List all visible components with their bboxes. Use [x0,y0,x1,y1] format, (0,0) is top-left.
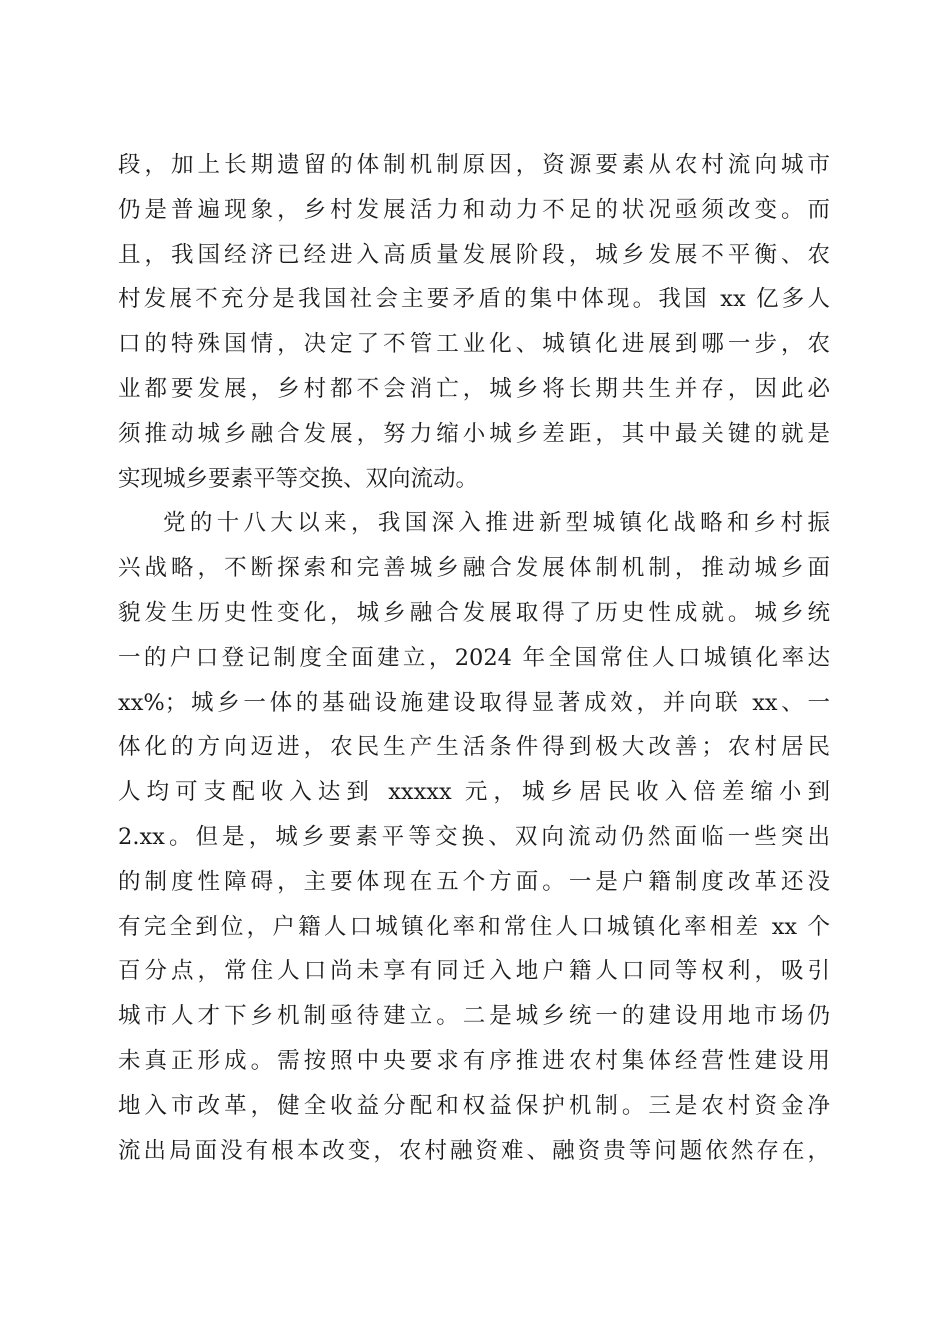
text-line: 段，加上长期遗留的体制机制原因，资源要素从农村流向城市 [118,152,830,178]
text-line: 一的户口登记制度全面建立，2024 年全国常住人口城镇化率达 [118,644,830,671]
document-body [118,143,830,1173]
text-line: 须推动城乡融合发展，努力缩小城乡差距，其中最关键的就是 [118,420,830,447]
text-line: 有完全到位，户籍人口城镇化率和常住人口城镇化率相差 xx 个 [118,913,830,940]
text-line: 未真正形成。需按照中央要求有序推进农村集体经营性建设用 [118,1047,830,1074]
text-line: 口的特殊国情，决定了不管工业化、城镇化进展到哪一步，农 [118,331,830,358]
text-line: xx%；城乡一体的基础设施建设取得显著成效，并向联 xx、一 [118,689,830,716]
text-line: 貌发生历史性变化，城乡融合发展取得了历史性成就。城乡统 [118,599,830,626]
text-line: 人均可支配收入达到 xxxxx 元，城乡居民收入倍差缩小到 [118,779,830,806]
text-line: 仍是普遍现象，乡村发展活力和动力不足的状况亟须改变。而 [118,196,830,223]
text-line: 地入市改革，健全收益分配和权益保护机制。三是农村资金净 [118,1092,830,1119]
text-line: 百分点，常住人口尚未享有同迁入地户籍人口同等权利，吸引 [118,958,830,985]
text-line: 实现城乡要素平等交换、双向流动。 [118,465,479,492]
text-line: 体化的方向迈进，农民生产生活条件得到极大改善；农村居民 [118,734,830,761]
text-line: 村发展不充分是我国社会主要矛盾的集中体现。我国 xx 亿多人 [118,286,830,313]
text-line: 且，我国经济已经进入高质量发展阶段，城乡发展不平衡、农 [118,241,830,268]
text-line: 的制度性障碍，主要体现在五个方面。一是户籍制度改革还没 [118,868,830,895]
text-line: 党的十八大以来，我国深入推进新型城镇化战略和乡村振 [163,510,830,537]
text-line: 流出局面没有根本改变，农村融资难、融资贵等问题依然存在， [118,1137,830,1164]
paragraph-2 [118,501,830,1173]
text-line: 2.xx。但是，城乡要素平等交换、双向流动仍然面临一些突出 [118,823,830,850]
text-line: 城市人才下乡机制亟待建立。二是城乡统一的建设用地市场仍 [118,1003,830,1030]
text-line: 业都要发展，乡村都不会消亡，城乡将长期共生并存，因此必 [118,375,830,402]
paragraph-1 [118,143,830,501]
text-line: 兴战略，不断探索和完善城乡融合发展体制机制，推动城乡面 [118,555,830,582]
